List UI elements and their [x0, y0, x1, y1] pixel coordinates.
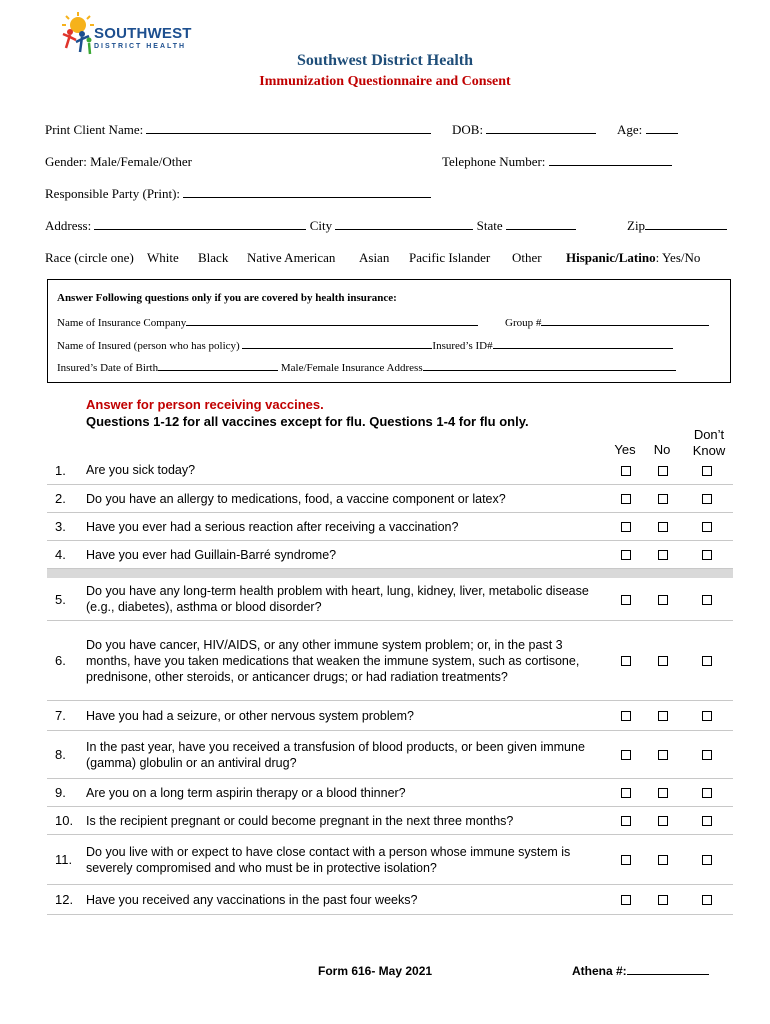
- dont-know-checkbox[interactable]: [702, 711, 712, 721]
- no-checkbox[interactable]: [658, 750, 668, 760]
- city-field[interactable]: [335, 218, 473, 230]
- hispanic-label: Hispanic/Latino: [566, 250, 656, 265]
- no-checkbox[interactable]: [658, 788, 668, 798]
- dont-know-checkbox[interactable]: [702, 855, 712, 865]
- no-checkbox[interactable]: [658, 855, 668, 865]
- race-option-white[interactable]: White: [147, 250, 179, 265]
- question-number: 12.: [55, 892, 74, 907]
- insurance-heading: Answer Following questions only if you are covered by health insurance:: [57, 292, 397, 304]
- dob-row: [452, 122, 596, 138]
- yes-checkbox[interactable]: [621, 550, 631, 560]
- question-text: Have you ever had a serious reaction after receiving a vaccination?: [86, 519, 459, 534]
- insured-id-label: Insured’s ID#: [432, 340, 493, 352]
- no-checkbox[interactable]: [658, 494, 668, 504]
- responsible-field[interactable]: [183, 186, 431, 198]
- responsible-row: [45, 186, 431, 202]
- zip-row: [627, 218, 727, 234]
- state-label: State: [476, 218, 503, 233]
- insured-id-field[interactable]: [493, 338, 673, 349]
- responsible-label: Responsible Party (Print):: [45, 186, 181, 201]
- athena-row: [572, 964, 709, 978]
- question-text: Are you on a long term aspirin therapy or a blood thinner?: [86, 785, 406, 800]
- question-row: [47, 731, 733, 779]
- telephone-row: [442, 154, 672, 170]
- insured-row: [57, 338, 673, 352]
- dob-field[interactable]: [486, 122, 596, 134]
- insurance-company-label: Name of Insurance Company: [57, 317, 187, 329]
- question-row: [47, 513, 733, 541]
- dont-know-checkbox[interactable]: [702, 466, 712, 476]
- dont-know-checkbox[interactable]: [702, 656, 712, 666]
- insured-dob-label: Insured’s Date of Birth: [57, 362, 159, 374]
- col-dont-know-line2: Know: [692, 443, 726, 458]
- insurance-company-field[interactable]: [186, 315, 478, 326]
- zip-label: Zip: [627, 218, 646, 233]
- questions-instruction: Answer for person receiving vaccines.: [86, 397, 324, 412]
- dont-know-checkbox[interactable]: [702, 895, 712, 905]
- question-number: 8.: [55, 747, 66, 762]
- question-row: [47, 456, 733, 485]
- address-label: Address:: [45, 218, 92, 233]
- athena-field[interactable]: [627, 964, 709, 975]
- yes-checkbox[interactable]: [621, 750, 631, 760]
- insured-dob-row: [57, 360, 676, 374]
- col-yes: Yes: [614, 442, 636, 457]
- question-row: [47, 835, 733, 885]
- yes-checkbox[interactable]: [621, 466, 631, 476]
- question-row: [47, 578, 733, 621]
- yes-checkbox[interactable]: [621, 895, 631, 905]
- no-checkbox[interactable]: [658, 816, 668, 826]
- question-number: 5.: [55, 591, 66, 607]
- no-checkbox[interactable]: [658, 711, 668, 721]
- question-row: [47, 485, 733, 513]
- question-text: Have you received any vaccinations in the past four weeks?: [86, 892, 418, 907]
- question-row: [47, 885, 733, 915]
- group-label: Group #: [505, 317, 542, 329]
- question-row: [47, 807, 733, 835]
- question-text: Are you sick today?: [86, 463, 196, 477]
- no-checkbox[interactable]: [658, 895, 668, 905]
- dont-know-checkbox[interactable]: [702, 522, 712, 532]
- gender-label[interactable]: Gender: Male/Female/Other: [45, 154, 192, 169]
- dont-know-checkbox[interactable]: [702, 750, 712, 760]
- logo-name: SOUTHWEST: [94, 25, 192, 42]
- question-text: Do you live with or expect to have close contact with a person whose immune system is severely compromised and who must be in protective isolation?: [86, 844, 571, 875]
- age-row: [617, 122, 678, 138]
- question-row: [47, 779, 733, 807]
- yes-checkbox[interactable]: [621, 656, 631, 666]
- question-number: 2.: [55, 491, 66, 506]
- question-row: [47, 701, 733, 731]
- dob-label: DOB:: [452, 122, 484, 137]
- race-option-pacific-islander[interactable]: Pacific Islander: [409, 250, 491, 265]
- question-number: 4.: [55, 547, 66, 562]
- question-row: [47, 541, 733, 569]
- age-field[interactable]: [646, 122, 678, 134]
- insurance-address-field[interactable]: [423, 360, 676, 371]
- form-title: Immunization Questionnaire and Consent: [259, 74, 511, 89]
- yes-checkbox[interactable]: [621, 522, 631, 532]
- section-divider: [47, 569, 733, 578]
- yes-checkbox[interactable]: [621, 595, 631, 605]
- dont-know-checkbox[interactable]: [702, 494, 712, 504]
- dont-know-checkbox[interactable]: [702, 550, 712, 560]
- no-checkbox[interactable]: [658, 466, 668, 476]
- question-number: 10.: [55, 813, 74, 828]
- city-label: City: [309, 218, 333, 233]
- question-number: 3.: [55, 519, 66, 534]
- hispanic-value: : Yes/No: [655, 250, 701, 265]
- insurance-company-row: [57, 315, 478, 329]
- telephone-field[interactable]: [549, 154, 672, 166]
- yes-checkbox[interactable]: [621, 494, 631, 504]
- age-label: Age:: [617, 122, 643, 137]
- question-text: Do you have any long-term health problem with heart, lung, kidney, liver, metabolic disease (e.g., diabetes), asthma or blood disorder?: [86, 584, 589, 614]
- question-number: 7.: [55, 708, 66, 723]
- yes-checkbox[interactable]: [621, 816, 631, 826]
- dont-know-checkbox[interactable]: [702, 816, 712, 826]
- client-name-field[interactable]: [146, 122, 431, 134]
- no-checkbox[interactable]: [658, 595, 668, 605]
- race-option-other[interactable]: Other: [512, 250, 542, 265]
- question-text: Have you ever had Guillain-Barré syndrome?: [86, 547, 337, 562]
- hispanic-row[interactable]: [566, 250, 700, 266]
- yes-checkbox[interactable]: [621, 711, 631, 721]
- insured-dob-field[interactable]: [158, 360, 278, 371]
- race-option-asian[interactable]: Asian: [359, 250, 390, 265]
- dont-know-checkbox[interactable]: [702, 595, 712, 605]
- col-dont-know: [686, 427, 732, 459]
- race-option-native-american[interactable]: Native American: [247, 250, 336, 265]
- race-label: Race (circle one): [45, 250, 134, 265]
- athena-label: Athena #:: [572, 964, 627, 978]
- insured-field[interactable]: [242, 338, 432, 349]
- address-field[interactable]: [94, 218, 306, 230]
- client-name-row: [45, 122, 431, 138]
- insurance-address-label: Male/Female Insurance Address: [280, 362, 423, 374]
- question-text: Do you have cancer, HIV/AIDS, or any other immune system problem; or, in the past 3 months, have you taken medications that weaken the immune system, such as cortisone, prednisone, other steroids, or anticancer drugs; or had radiation treatments?: [86, 637, 580, 684]
- no-checkbox[interactable]: [658, 550, 668, 560]
- zip-field[interactable]: [645, 218, 727, 230]
- yes-checkbox[interactable]: [621, 788, 631, 798]
- question-number: 9.: [55, 785, 66, 800]
- state-field[interactable]: [506, 218, 576, 230]
- question-text: Do you have an allergy to medications, food, a vaccine component or latex?: [86, 491, 506, 506]
- question-number: 6.: [55, 653, 66, 668]
- no-checkbox[interactable]: [658, 522, 668, 532]
- race-row: [45, 250, 134, 266]
- question-text: Have you had a seizure, or other nervous system problem?: [86, 708, 414, 723]
- question-text: Is the recipient pregnant or could become pregnant in the next three months?: [86, 813, 514, 828]
- group-row: [505, 315, 709, 329]
- yes-checkbox[interactable]: [621, 855, 631, 865]
- question-number: 1.: [55, 462, 66, 478]
- question-number: 11.: [55, 852, 73, 867]
- org-title: Southwest District Health: [297, 52, 473, 69]
- address-row: [45, 218, 576, 234]
- dont-know-checkbox[interactable]: [702, 788, 712, 798]
- no-checkbox[interactable]: [658, 656, 668, 666]
- question-row: [47, 621, 733, 701]
- logo-subtitle: DISTRICT HEALTH: [94, 43, 187, 50]
- group-field[interactable]: [541, 315, 709, 326]
- col-dont-know-line1: Don’t: [693, 427, 725, 442]
- race-option-black[interactable]: Black: [198, 250, 229, 265]
- telephone-label: Telephone Number:: [442, 154, 546, 169]
- client-name-label: Print Client Name:: [45, 122, 144, 137]
- questions-scope: Questions 1-12 for all vaccines except for flu. Questions 1-4 for flu only.: [86, 414, 529, 429]
- question-text: In the past year, have you received a transfusion of blood products, or been given immune (gamma) globulin or an antiviral drug?: [86, 739, 585, 770]
- insured-label: Name of Insured (person who has policy): [57, 340, 240, 352]
- form-number: Form 616- May 2021: [318, 964, 433, 978]
- col-no: No: [653, 442, 671, 457]
